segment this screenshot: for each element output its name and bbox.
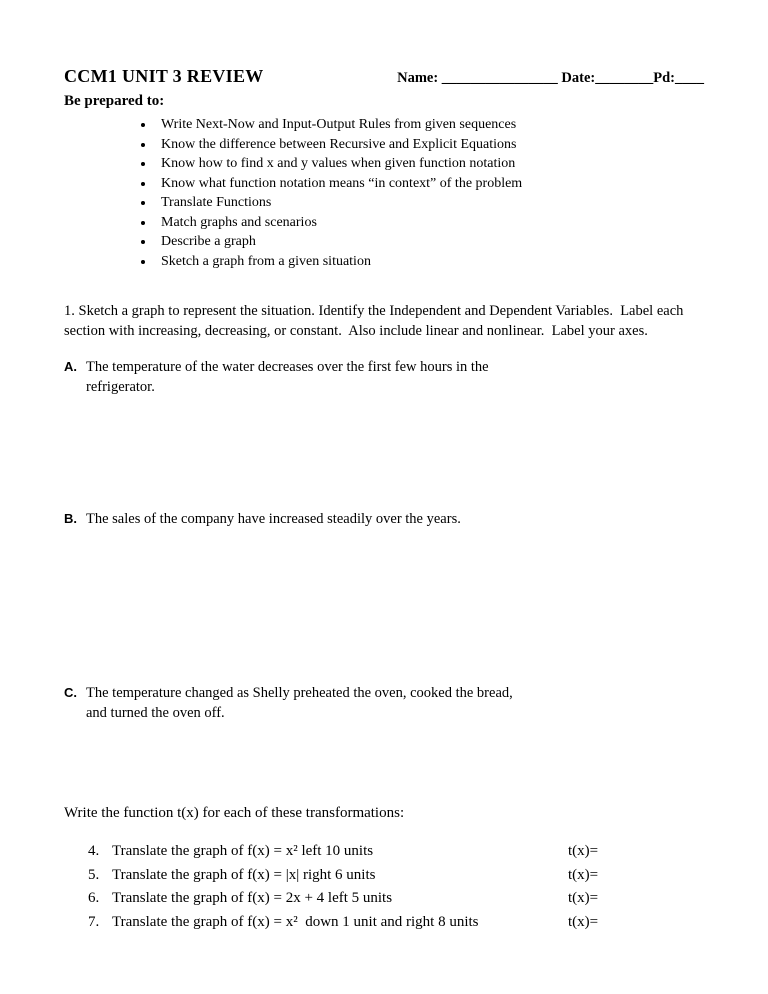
item-text: Translate the graph of f(x) = x² down 1 unit and right 8 units [112,913,479,930]
item-number: 4. [88,843,100,859]
part-c-label: C. [64,685,77,700]
item-number: 7. [88,913,100,930]
objective-item: • Write Next-Now and Input-Output Rules from given sequences [155,115,704,135]
name-blank: ________________ [441,70,558,86]
objective-item: • Know how to find x and y values when given function notation [155,154,704,174]
objective-item: • Translate Functions [155,193,704,213]
item-number: 6. [88,890,100,906]
page-title: CCM1 UNIT 3 REVIEW [64,66,264,86]
item-answer-label: t(x)= [568,913,599,930]
part-b-label: B. [64,511,77,526]
question-1-prompt: 1. Sketch a graph to represent the situation. Identify the Independent and Dependent Variables. Label each section with increasing, decreasing, or constant. Also include linear and nonlinear. Label your axes. [64,303,688,339]
scenario-part-a [64,357,704,397]
objective-item: • Sketch a graph from a given situation [155,252,704,272]
transformation-item [64,864,704,888]
objectives-list [64,115,704,271]
item-text: Translate the graph of f(x) = x² left 10 units [112,843,374,859]
scenario-part-b [64,509,704,529]
be-prepared-heading: Be prepared to: [64,93,165,109]
part-c-text: The temperature changed as Shelly preheated the oven, cooked the bread, and turned the oven off. [86,685,513,721]
worksheet-header [64,66,704,87]
item-answer-label: t(x)= [568,866,599,883]
name-label: Name: [397,70,439,86]
transformation-item [64,887,704,911]
objective-item: • Match graphs and scenarios [155,213,704,233]
scenario-part-c [64,683,704,723]
item-answer-label: t(x)= [568,843,599,859]
part-a-text: The temperature of the water decreases over the first few hours in the refrigerator. [86,359,489,395]
date-label: Date: [561,70,596,86]
item-text: Translate the graph of f(x) = 2x + 4 left 5 units [112,890,393,906]
objective-item: • Know what function notation means “in context” of the problem [155,174,704,194]
transformation-item [64,840,704,864]
pd-blank: ____ [675,70,704,86]
part-b-text: The sales of the company have increased steadily over the years. [86,511,461,527]
part-a-label: A. [64,359,77,374]
objective-item: • Describe a graph [155,232,704,252]
pd-label: Pd: [653,70,675,86]
name-date-pd-line [397,70,704,87]
transformations-list [64,840,704,934]
transformation-item [64,911,704,935]
item-answer-label: t(x)= [568,890,599,906]
transformations-heading: Write the function t(x) for each of these transformations: [64,805,405,821]
date-blank: ________ [595,70,654,86]
item-text: Translate the graph of f(x) = |x| right 6 units [112,866,376,883]
objective-item: • Know the difference between Recursive and Explicit Equations [155,135,704,155]
item-number: 5. [88,866,100,883]
